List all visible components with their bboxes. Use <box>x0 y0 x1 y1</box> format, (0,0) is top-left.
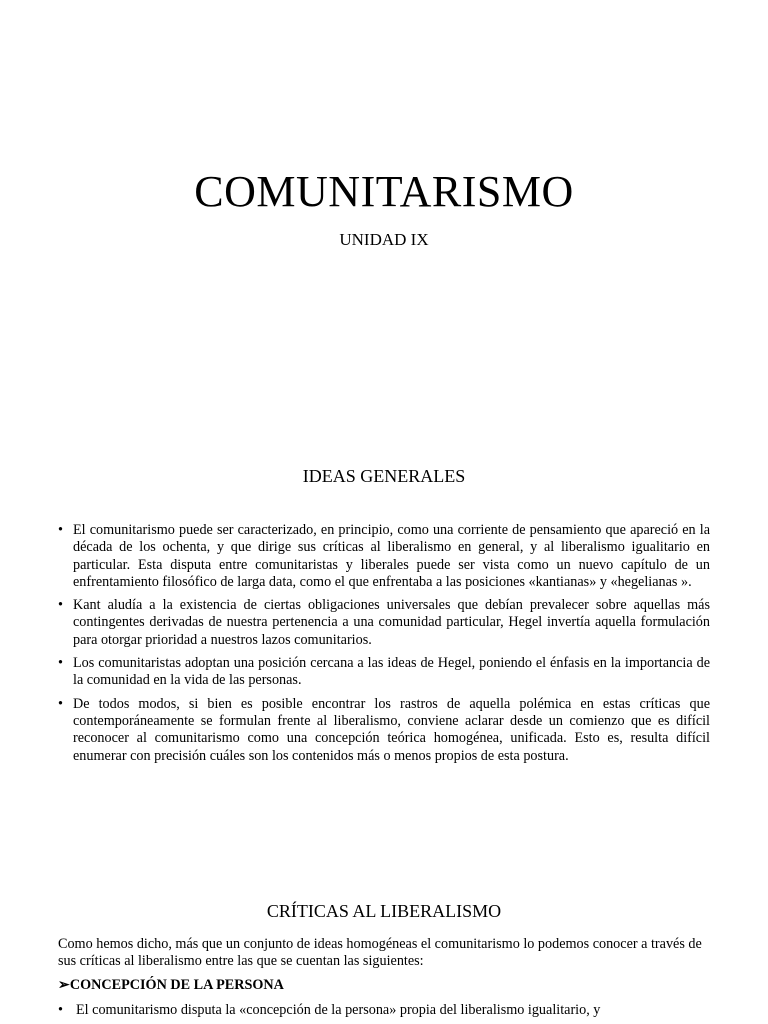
bullet-icon: • <box>58 522 63 538</box>
intro-paragraph: Como hemos dicho, más que un conjunto de ideas homogéneas el comunitarismo lo podemos conocer a través de sus críticas al liberalismo entre las que se cuentan las siguientes: <box>58 936 702 970</box>
bullet-icon: • <box>58 695 63 712</box>
bullet-item <box>56 696 710 765</box>
ideas-generales-slide <box>0 430 768 880</box>
arrow-bullet-icon: ➢ <box>58 977 70 993</box>
section-heading-criticas: CRÍTICAS AL LIBERALISMO <box>266 901 502 921</box>
page-subtitle: UNIDAD IX <box>339 230 429 249</box>
subheading-text: CONCEPCIÓN DE LA PERSONA <box>69 977 284 993</box>
bullet-item <box>58 1002 712 1019</box>
title-slide <box>0 0 768 430</box>
subheading-concepcion <box>58 977 712 994</box>
bullet-text: Kant aludía a la existencia de ciertas obligaciones universales que debían prevalecer sobre aquellas más contingentes derivadas de nuestra pertenencia a una comunidad particular, Hegel invertía aquella formulación para otorgar prioridad a nuestros lazos comunitarios. <box>73 597 710 648</box>
bullet-text: El comunitarismo puede ser caracterizado, en principio, como una corriente de pensamiento que apareció en la década de los ochenta, y que dirige sus críticas al liberalismo en general, y al liberalismo igualitario en particular. Esta disputa entre comunitaristas y liberales puede ser vista como un nuevo capítulo de un enfrentamiento filosófico de larga data, como el que enfrentaba a las posiciones «kantianas» y «hegelianas ». <box>73 522 710 590</box>
bullet-icon: • <box>58 597 63 614</box>
bullet-text: Los comunitaristas adoptan una posición cercana a las ideas de Hegel, poniendo el énfasis en la importancia de la comunidad en la vida de las personas. <box>73 655 710 689</box>
bullet-item <box>56 597 710 649</box>
criticas-slide <box>0 880 768 1024</box>
section-heading-ideas: IDEAS GENERALES <box>302 466 466 486</box>
bullet-list <box>56 522 710 771</box>
page-title: COMUNITARISMO <box>194 167 574 216</box>
bullet-text: El comunitarismo disputa la «concepción de la persona» propia del liberalismo igualitario, y <box>76 1002 601 1018</box>
bullet-icon: • <box>58 655 63 672</box>
bullet-text: De todos modos, si bien es posible encontrar los rastros de aquella polémica en estas críticas que contemporáneamente se formulan frente al liberalismo, conviene aclarar desde un comienzo que es difícil reconocer al comunitarismo como una concepción teórica homogénea, unificada. Esto es, resulta difícil enumerar con precisión cuáles son los contenidos más o menos propios de esta postura. <box>73 695 710 764</box>
bullet-item <box>56 655 710 690</box>
bullet-icon: • <box>58 1002 63 1018</box>
bullet-item <box>56 522 710 591</box>
